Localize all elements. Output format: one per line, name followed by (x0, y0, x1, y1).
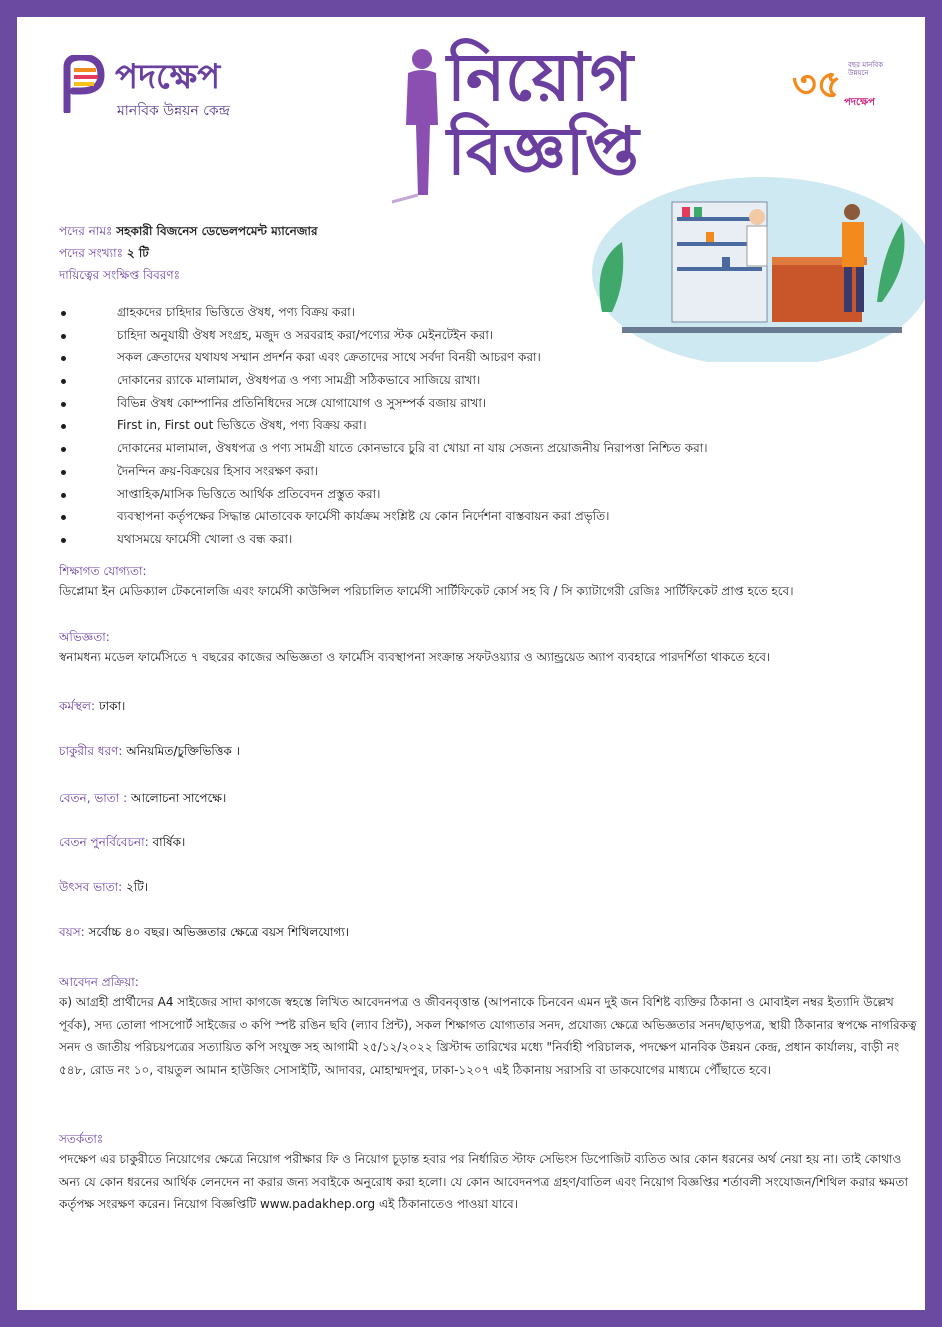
caution-text: পদক্ষেপ এর চাকুরীতে নিয়োগের ক্ষেত্রে নিয়োগ পরীক্ষার ফি ও নিয়োগ চূড়ান্ত হবার পর নির্ধারিত স্টাফ সেভিংস ডিপোজিট ব্যতিত আর কোন ধরনের অর্থ নেয়া হয় না। তাই কোথাও অন্য যে কোন ধরনের আর্থিক লেনদেন না করার জন্য সবাইকে অনুরোধ করা হলো। যে কোন আবেদনপত্র গ্রহণ/বাতিল এবং নিয়োগ বিজ্ঞপ্তির শর্তাবলী সংযোজন/শিথিল করার ক্ষমতা কর্তৃপক্ষ সংরক্ষণ করেন। নিয়োগ বিজ্ঞপ্তিটি www.padakhep.org এই ঠিকানাতেও পাওয়া যাবে। (59, 1152, 908, 1211)
education-section (59, 562, 919, 603)
age-label: বয়স: (59, 925, 85, 939)
job-type-row (59, 742, 919, 760)
position-count-row (59, 242, 919, 264)
standing-person-icon (392, 45, 452, 205)
salary-review-value: বার্ষিক। (152, 835, 186, 849)
list-item: গ্রাহকদের চাহিদার ভিত্তিতে ঔষধ, পণ্য বিক্রয় করা। (59, 301, 879, 324)
list-item: সকল ক্রেতাদের যথাযথ সম্মান প্রদর্শন করা এবং ক্রেতাদের সাথে সর্বদা বিনয়ী আচরণ করা। (59, 346, 879, 369)
list-item: চাহিদা অনুযায়ী ঔষধ সংগ্রহ, মজুদ ও সরবরাহ করা/পণ্যের স্টক মেইনটেইন করা। (59, 324, 879, 347)
salary-row (59, 789, 919, 807)
title-line-1: নিয়োগ (447, 39, 634, 116)
anniversary-number: ৩৫ (792, 62, 842, 106)
org-subtitle: মানবিক উন্নয়ন কেন্দ্র (117, 103, 230, 119)
padakhep-logo-mark-icon (61, 55, 107, 113)
workplace-label: কর্মস্থল: (59, 699, 95, 713)
title-line-2: বিজ্ঞপ্তি (447, 113, 639, 190)
list-item: বিভিন্ন ঔষধ কোম্পানির প্রতিনিধিদের সঙ্গে যোগাযোগ ও সুসম্পর্ক বজায় রাখা। (59, 392, 879, 415)
festival-bonus-row (59, 878, 919, 896)
list-item: যথাসময়ে ফার্মেসী খোলা ও বন্ধ করা। (59, 528, 879, 551)
workplace-value: ঢাকা। (98, 699, 126, 713)
list-item: সাপ্তাহিক/মাসিক ভিত্তিতে আর্থিক প্রতিবেদন প্রস্তুত করা। (59, 483, 879, 506)
padakhep-logo (61, 51, 321, 141)
list-item: দৈনন্দিন ক্রয়-বিক্রয়ের হিসাব সংরক্ষণ করা। (59, 460, 879, 483)
education-text: ডিপ্লোমা ইন মেডিক্যাল টেকনোলজি এবং ফার্মেসী কাউন্সিল পরিচালিত ফার্মেসী সার্টিফিকেট কোর্স সহ বি / সি ক্যাটাগেরী রেজিঃ সার্টিফিকেট প্রাপ্ত হতে হবে। (59, 584, 794, 598)
list-item: ব্যবস্থাপনা কর্তৃপক্ষের সিদ্ধান্ত মোতাবেক ফার্মেসী কার্যক্রম সংশ্লিষ্ট যে কোন নির্দেশনা বাস্তবায়ন করা প্রভৃতি। (59, 505, 879, 528)
workplace-row (59, 697, 919, 715)
position-name-label: পদের নামঃ (59, 224, 113, 238)
festival-bonus-label: উৎসব ভাতা: (59, 880, 123, 894)
application-heading: আবেদন প্রক্রিয়া: (59, 975, 139, 989)
position-info (59, 220, 919, 286)
position-count-value: ২ টি (126, 246, 149, 260)
application-text: ক) আগ্রহী প্রার্থীদের A4 সাইজের সাদা কাগজে স্বহস্তে লিখিত আবেদনপত্র ও জীবনবৃত্তান্ত (আপনাকে চিনবেন এমন দুই জন বিশিষ্ট ব্যক্তির ঠিকানা ও মোবাইল নম্বর ইত্যাদি উল্লেখ পূর্বক), সদ্য তোলা পাসপোর্ট সাইজের ৩ কপি স্পষ্ট রঙিন ছবি (ল্যাব প্রিন্ট), সকল শিক্ষাগত যোগ্যতার সনদ, প্রযোজ্য ক্ষেত্রে অভিজ্ঞতার সনদ/ছাড়পত্র, স্থায়ী ঠিকানার স্বপক্ষে নাগরিকত্ব সনদ ও জাতীয় পরিচয়পত্রের সত্যায়িত কপি সংযুক্ত সহ আগামী ২৫/১২/২০২২ খ্রিস্টাব্দ তারিখের মধ্যে "নির্বাহী পরিচালক, পদক্ষেপ মানবিক উন্নয়ন কেন্দ্র, প্রধান কার্যালয়, বাড়ী নং ৫৪৮, রোড নং ১০, বায়তুল আমান হাউজিং সোসাইটি, আদাবর, মোহাম্মদপুর, ঢাকা-১২০৭ এই ঠিকানায় সরাসরি বা ডাকযোগের মাধ্যমে পৌঁছাতে হবে। (59, 995, 917, 1077)
age-value: সর্বোচ্চ ৪০ বছর। অভিজ্ঞতার ক্ষেত্রে বয়স শিথিলযোগ্য। (88, 925, 350, 939)
list-item: দোকানের র‍্যাকে মালামাল, ঔষধপত্র ও পণ্য সামগ্রী সঠিকভাবে সাজিয়ে রাখা। (59, 369, 879, 392)
caution-section (59, 1130, 919, 1216)
age-row (59, 923, 919, 941)
salary-review-row (59, 833, 919, 851)
notice-sheet (17, 17, 925, 1310)
experience-text: স্বনামধন্য মডেল ফার্মেসিতে ৭ বছরের কাজের অভিজ্ঞতা ও ফার্মেসি ব্যবস্থাপনা সংক্রান্ত সফটওয়্যার ও অ্যান্ড্রয়েড অ্যাপ ব্যবহারে পারদর্শিতা থাকতে হবে। (59, 650, 771, 664)
duties-heading: দায়িত্বের সংক্ষিপ্ত বিবরণঃ (59, 268, 181, 282)
caution-heading: সতর্কতাঃ (59, 1132, 104, 1146)
salary-review-label: বেতন পুনর্বিবেচনা: (59, 835, 149, 849)
experience-heading: অভিজ্ঞতা: (59, 630, 110, 644)
experience-section (59, 628, 919, 669)
application-section (59, 973, 919, 1081)
festival-bonus-value: ২টি। (125, 880, 149, 894)
job-type-label: চাকুরীর ধরণ: (59, 744, 123, 758)
job-type-value: অনিয়মিত/চুক্তিভিত্তিক । (126, 744, 240, 758)
anniversary-tagline: বছর মানবিক উন্নয়নে (848, 61, 884, 78)
list-item: দোকানের মালামাল, ঔষধপত্র ও পণ্য সামগ্রী যাতে কোনভাবে চুরি বা খোয়া না যায় সেজন্য প্রয়োজনীয় নিরাপত্তা নিশ্চিত করা। (59, 437, 879, 460)
salary-value: আলোচনা সাপেক্ষে। (130, 791, 227, 805)
anniversary-org: পদক্ষেপ (844, 97, 875, 108)
position-name-row (59, 220, 919, 242)
anniversary-badge (792, 55, 902, 125)
org-name: পদক্ষেপ (115, 57, 221, 97)
position-count-label: পদের সংখ্যাঃ (59, 246, 124, 260)
education-heading: শিক্ষাগত যোগ্যতা: (59, 564, 147, 578)
salary-label: বেতন, ভাতা : (59, 791, 128, 805)
position-name-value: সহকারী বিজনেস ডেভেলপমেন্ট ম্যানেজার (116, 224, 318, 238)
duties-list (59, 301, 879, 551)
list-item: First in, First out ভিত্তিতে ঔষধ, পণ্য বিক্রয় করা। (59, 414, 879, 437)
